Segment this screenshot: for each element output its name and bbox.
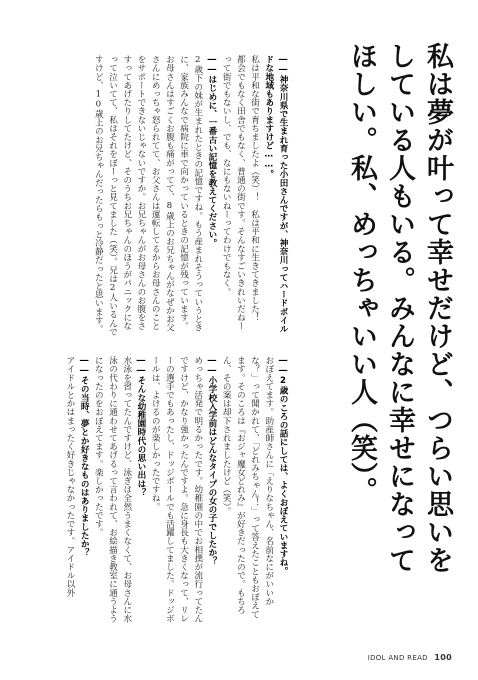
magazine-name: IDOL AND READ — [367, 654, 428, 662]
page-footer — [368, 653, 452, 662]
headline: 私は夢が叶って幸せだけど、つらい思いをしている人もいる。みんなに幸せになってほしい。私、めっちゃいい人（笑）。 — [346, 42, 453, 574]
answer: アイドルとかはまったく好きじゃなかったです。アイドル以外 — [64, 356, 75, 597]
page-number: 100 — [434, 653, 452, 662]
answer: 2歳下の妹が生まれたときの記憶ですね。もう産まれそうっていうときに、家族みんなで病院に車で向かっているときの記憶が残っています。お母さんはすごくお腹も痛がってて、8歳上のお兄ちゃんがなぜかお父さんにめっちゃ怒られてて、お父さんは運転してるからお母さんのことをサポートできないじゃないですか。お兄ちゃんがお母さんのお腹をさすってあげたりしてたけど、そのうちお兄ちゃんのほうがパニックになって泣いてて、私はそれをぼーっと見てました（笑）。兄は2人いるんですけど、10歳上のお兄ちゃんだったらもっと冷静だったと思います。 — [93, 55, 203, 336]
question: ――2歳のころの話にしては、よくおぼえていますね。 — [278, 356, 288, 576]
interview-block-top — [50, 55, 290, 337]
question: ――そんな幼稚園時代の思い出は？ — [135, 356, 146, 497]
question: ――その当時、夢とか好きなものはありましたか？ — [79, 356, 90, 557]
question: ――神奈川県で生まれ育った小田さんですが、神奈川ってハードボイルドな地域もありますけど……。 — [263, 55, 288, 333]
question: ――はじめに、一番古い記憶を教えてください。 — [206, 55, 217, 247]
question: ――小学校入学前はどんなタイプの女の子でしたか？ — [206, 356, 217, 566]
answer: 水泳を習ってたんですけど、泳ぎは全然うまくなくて、お母さんに水泳の代わりに通わせてあげるって言われて、お絵描き教室に通うようになったのをおぼえてます。楽しかったです。 — [93, 356, 132, 623]
interview-block-bottom — [50, 356, 290, 624]
answer: めっちゃ活発で明るかったです。幼稚園の中でお相撲が流行ってたんですけど、かなり強かったんですよ。急に身長も大きくなって、リレーの選手でもあったし、ドッジボールでも活躍してました。ドッジボールは、よけるのが楽しかったですね。 — [150, 356, 203, 623]
answer: 私は平和な街で育ちましたよ（笑）！ 私は平和に生きてきました！ 都会でもなく田舎でもなく、普通の街です。そんなすごいきれいだねーって街でもないし、でも、なにもないねーってわけでもなく。 — [221, 55, 260, 331]
answer: おぼえてます。助産師さんに「えりなちゃん、名前なにがいいかな？」って聞かれて、「どれみちゃん！」って答えたこともおぼえてます。そのころは『おジャ魔女どれみ』が好きだったので。もちろん、その案は却下されましたけど（笑）。 — [221, 356, 274, 619]
